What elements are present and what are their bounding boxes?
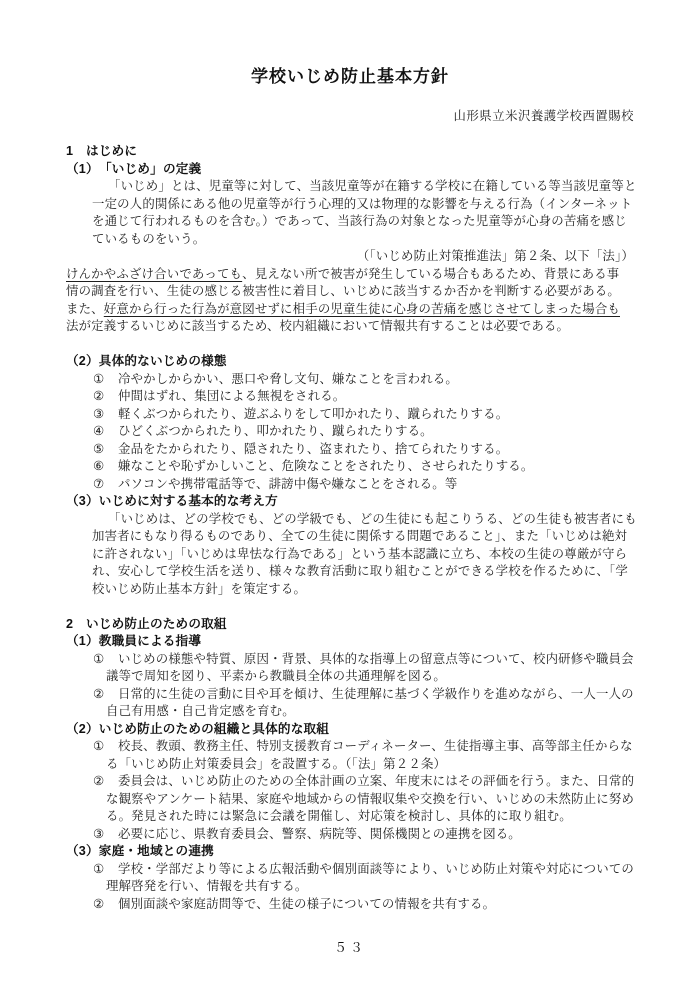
list-item-line bbox=[66, 791, 634, 809]
section-heading: 1 はじめに bbox=[66, 144, 138, 158]
item-number: ⑦ bbox=[93, 476, 105, 491]
list-item-line bbox=[66, 388, 634, 406]
item-number: ② bbox=[93, 686, 105, 701]
document-title: 学校いじめ防止基本方針 bbox=[251, 67, 449, 86]
section-heading: （3）家庭・地域との連携 bbox=[66, 844, 214, 858]
item-number: ① bbox=[93, 861, 105, 876]
paragraph-line bbox=[66, 266, 634, 284]
text-segment: 自己有用感・自己肯定感を育む。 bbox=[106, 704, 295, 718]
list-item-line bbox=[66, 423, 634, 441]
paragraph-line bbox=[66, 231, 634, 249]
list-item-line bbox=[66, 651, 634, 669]
list-item-line bbox=[66, 773, 634, 791]
text-segment: る。発見された時には緊急に会議を開催し、対応策を検討し、具体的に取り組む。 bbox=[106, 809, 572, 823]
section-heading: （1）教職員による指導 bbox=[66, 634, 202, 648]
list-item-line bbox=[66, 826, 634, 844]
item-number: ⑤ bbox=[93, 441, 105, 456]
list-item-line bbox=[66, 441, 634, 459]
paragraph-line bbox=[66, 196, 634, 214]
item-number: ① bbox=[93, 651, 105, 666]
text-segment: パソコンや携帯電話等で、誹謗中傷や嫌なことをされる。等 bbox=[118, 476, 458, 491]
text-segment: 、見えない所で被害が発生している場合もあるため、背景にある事 bbox=[242, 266, 620, 281]
document-subtitle: 山形県立米沢養護学校西置賜校 bbox=[453, 109, 634, 123]
list-item-line bbox=[66, 406, 634, 424]
text-segment: 一定の人的関係にある他の児童等が行う心理的又は物理的な影響を与える行為（インターネット bbox=[92, 196, 633, 211]
section-heading: （3）いじめに対する基本的な考え方 bbox=[66, 494, 278, 508]
text-segment: 金品をたかられたり、隠されたり、盗まれたり、捨てられたりする。 bbox=[118, 441, 509, 456]
text-segment: ひどくぶつかられたり、叩かれたり、蹴られたりする。 bbox=[118, 424, 433, 438]
paragraph-line bbox=[66, 546, 634, 564]
text-segment: な観察やアンケート結果、家庭や地域からの情報収集や交換を行い、いじめの未然防止に努め bbox=[106, 791, 635, 806]
paragraph-line bbox=[66, 511, 637, 529]
item-number: ② bbox=[93, 389, 105, 403]
text-segment: 校長、教頭、教務主任、特別支援教育コーディネーター、生徒指導主事、高等部主任からな bbox=[118, 739, 633, 753]
list-item-line bbox=[66, 878, 634, 896]
section-heading: （2）いじめ防止のための組織と具体的な取組 bbox=[66, 721, 330, 736]
page-number: ５３ bbox=[333, 940, 366, 955]
underlined-text: 好意から行った行為が意図せずに相手の児童生徒に心身の苦痛を感じさせてしまった場合も bbox=[103, 301, 620, 316]
text-segment: また、 bbox=[66, 301, 104, 316]
text-segment: 仲間はずれ、集団による無視をされる。 bbox=[118, 389, 346, 403]
paragraph-line bbox=[66, 301, 634, 319]
list-item-line bbox=[66, 668, 634, 686]
list-item-line bbox=[66, 476, 634, 494]
text-segment: いじめの様態や特質、原因・背景、具体的な指導上の留意点等について、校内研修や職員会 bbox=[118, 651, 634, 666]
list-item-line bbox=[66, 861, 634, 879]
text-segment: 法が定義するいじめに該当するため、校内組織において情報共有することは必要である。 bbox=[66, 319, 570, 333]
paragraph-line bbox=[66, 178, 637, 196]
list-item-line bbox=[66, 458, 634, 476]
item-number: ① bbox=[93, 739, 105, 753]
text-segment: 議等で周知を図り、平素から教職員全体の共通理解を図る。 bbox=[106, 669, 446, 683]
text-segment: れ、安心して学校生活を送り、様々な教育活動に取り組むことができる学校を作るために、「学 bbox=[92, 564, 628, 578]
text-segment: 冷やかしからかい、悪口や脅し文句、嫌なことを言われる。 bbox=[118, 371, 458, 386]
underlined-text: けんかやふざけ合いであっても bbox=[66, 266, 243, 281]
text-segment: る「いじめ防止対策委員会」を設置する。（「法」第２２条） bbox=[106, 756, 447, 771]
text-segment: 情の調査を行い、生徒の感じる被害性に着目し、いじめに該当するか否かを判断する必要がある。 bbox=[66, 284, 620, 298]
list-item-line bbox=[66, 756, 634, 774]
text-segment: 必要に応じ、県教育委員会、警察、病院等、関係機関との連携を図る。 bbox=[118, 826, 521, 841]
text-segment: を通じて行われるものを含む。）であって、当該行為の対象となった児童等が心身の苦痛を感じ bbox=[92, 214, 627, 228]
text-segment: 加害者にもなり得るものであり、全ての生徒に関係する問題であること」、また「いじめは絶対 bbox=[92, 529, 628, 543]
section-heading: （1） 「いじめ」の定義 bbox=[66, 161, 202, 176]
paragraph-line bbox=[66, 563, 634, 581]
item-number: ② bbox=[93, 774, 105, 788]
paragraph-line bbox=[66, 213, 634, 231]
paragraph-line bbox=[66, 318, 634, 336]
text-segment: 学校・学部だより等による広報活動や個別面談等により、いじめ防止対策や対応についての bbox=[118, 861, 634, 876]
text-segment: 「いじめは、どの学校でも、どの学級でも、どの生徒にも起こりうる、どの生徒も被害者にも bbox=[108, 511, 637, 526]
paragraph-line bbox=[66, 581, 634, 599]
item-number: ① bbox=[93, 371, 105, 386]
text-segment: （「いじめ防止対策推進法」第２条、以下「法」） bbox=[356, 249, 634, 263]
text-segment: 理解啓発を行い、情報を共有する。 bbox=[106, 879, 308, 893]
text-segment: 軽くぶつかられたり、遊ぶふりをして叩かれたり、蹴られたりする。 bbox=[118, 406, 509, 421]
list-item-line bbox=[66, 371, 634, 389]
spacer bbox=[66, 598, 634, 616]
list-item-line bbox=[66, 738, 634, 756]
text-segment: 校いじめ防止基本方針」を策定する。 bbox=[92, 581, 307, 596]
item-number: ③ bbox=[93, 826, 105, 841]
text-segment: ているものをいう。 bbox=[92, 231, 206, 246]
paragraph-line bbox=[66, 283, 634, 301]
section-heading: 2 いじめ防止のための取組 bbox=[66, 616, 227, 631]
text-segment: 個別面談や家庭訪問等で、生徒の様子についての情報を共有する。 bbox=[118, 896, 496, 911]
section-heading: （2）具体的ないじめの様態 bbox=[66, 354, 227, 368]
paragraph-line bbox=[66, 248, 634, 266]
item-number: ③ bbox=[93, 406, 105, 421]
paragraph-line bbox=[66, 528, 634, 546]
text-segment: 「いじめ」とは、児童等に対して、当該児童等が在籍する学校に在籍している等当該児童等と bbox=[108, 179, 637, 193]
list-item-line bbox=[66, 896, 634, 914]
item-number: ② bbox=[93, 896, 105, 911]
list-item-line bbox=[66, 703, 634, 721]
list-item-line bbox=[66, 808, 634, 826]
list-item-line bbox=[66, 686, 634, 704]
item-number: ⑥ bbox=[93, 459, 105, 473]
text-segment: 嫌なことや恥ずかしいこと、危険なことをされたり、させられたりする。 bbox=[118, 459, 534, 473]
text-segment: に許されない」「いじめは卑怯な行為である」という基本認識に立ち、本校の生徒の尊厳が守ら bbox=[92, 546, 628, 561]
text-segment: 委員会は、いじめ防止のための全体計画の立案、年度末にはその評価を行う。また、日常的 bbox=[118, 774, 635, 788]
item-number: ④ bbox=[93, 424, 105, 438]
document-body bbox=[66, 143, 637, 913]
spacer bbox=[66, 336, 634, 354]
text-segment: 日常的に生徒の言動に目や耳を傾け、生徒理解に基づく学級作りを進めながら、一人一人の bbox=[118, 686, 634, 701]
